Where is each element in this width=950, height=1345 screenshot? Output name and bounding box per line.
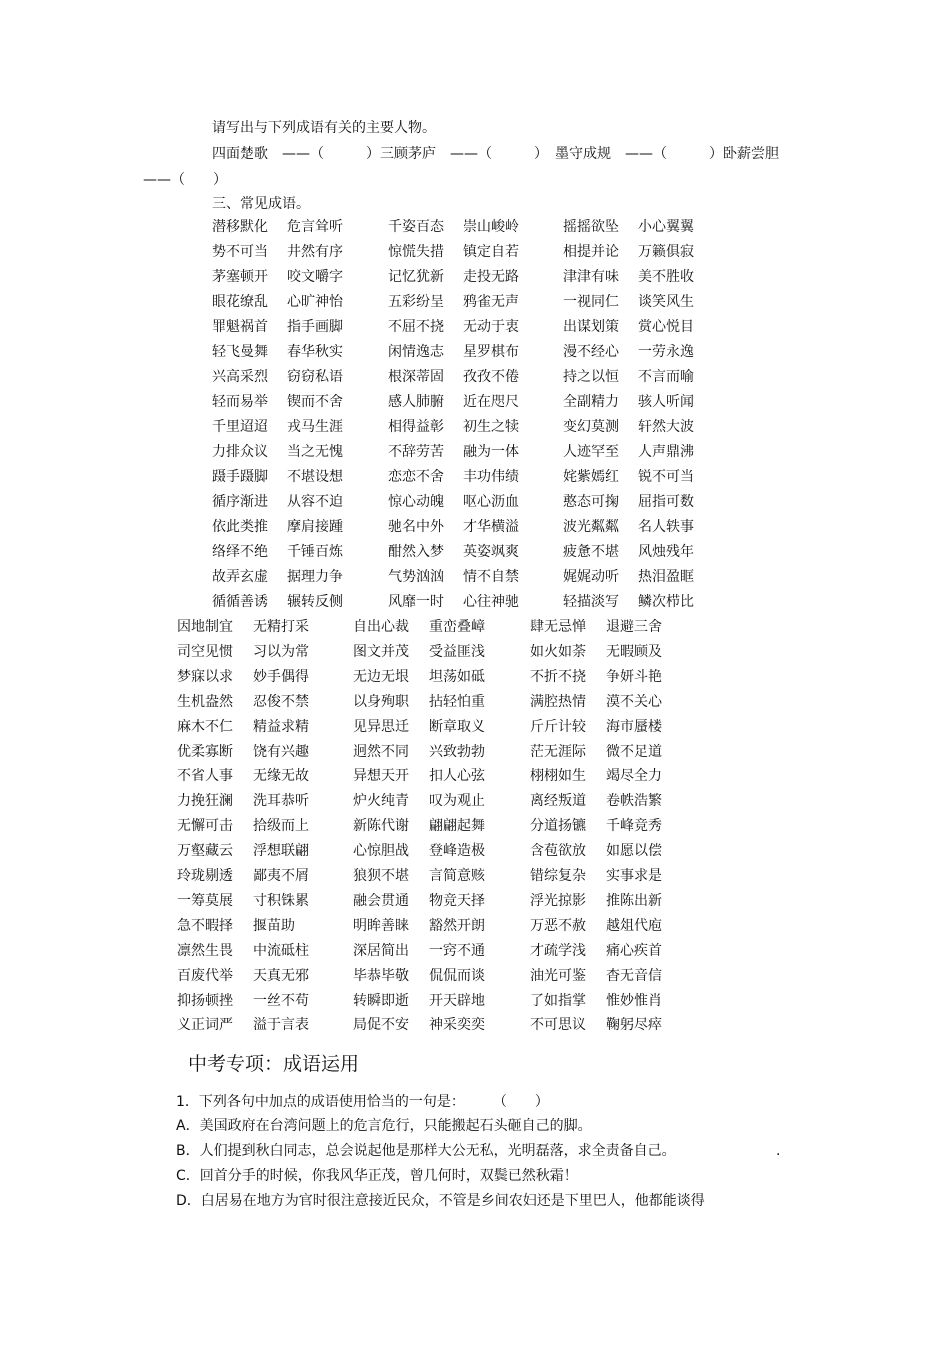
idiom-cell: 循序渐进	[212, 494, 268, 510]
idiom-row	[0, 217, 950, 237]
idiom-cell: 退避三舍	[606, 619, 662, 635]
idiom-cell: 蹑手蹑脚	[212, 469, 268, 485]
idiom-row	[0, 841, 950, 861]
idiom-row	[0, 317, 950, 337]
idiom-cell: 锲而不舍	[287, 394, 343, 410]
idiom-cell: 锐不可当	[638, 469, 694, 485]
idiom-row	[0, 567, 950, 587]
idiom-cell: 浮光掠影	[530, 892, 586, 909]
idiom-row	[0, 467, 950, 487]
idiom-cell: 毕恭毕敬	[353, 967, 409, 984]
idiom-cell: 不可思议	[530, 1017, 586, 1034]
idiom-row	[0, 517, 950, 537]
idiom-cell: 出谋划策	[563, 319, 619, 335]
idiom-cell: 窃窃私语	[287, 369, 343, 385]
idiom-cell: 驰名中外	[388, 519, 444, 535]
idiom-cell: 一丝不苟	[253, 992, 309, 1009]
idiom-cell: 茫无涯际	[530, 743, 586, 760]
idiom-cell: 拈轻怕重	[429, 693, 485, 710]
idiom-cell: 轻而易举	[212, 394, 268, 410]
idiom-cell: 一筹莫展	[177, 892, 233, 909]
idiom-cell: 千姿百态	[388, 219, 444, 235]
idiom-cell: 不省人事	[177, 768, 233, 785]
question-1: 1．下列各句中加点的成语使用恰当的一句是： （ ）	[176, 1094, 549, 1110]
idiom-cell: 心惊胆战	[353, 843, 409, 860]
idiom-cell: 万恶不赦	[530, 917, 586, 934]
idiom-cell: 变幻莫测	[563, 419, 619, 435]
idiom-cell: 坦荡如砥	[429, 668, 485, 685]
idiom-cell: 漠不关心	[606, 693, 662, 710]
idiom-cell: 千里迢迢	[212, 419, 268, 435]
option-d: D．白居易在地方为官时很注意接近民众，不管是乡间农妇还是下里巴人，他都能谈得	[176, 1193, 705, 1209]
idiom-cell: 潜移默化	[212, 219, 268, 235]
idiom-cell: 力排众议	[212, 444, 268, 460]
idiom-cell: 惊慌失措	[388, 244, 444, 260]
idiom-cell: 英姿飒爽	[463, 544, 519, 560]
idiom-cell: 微不足道	[606, 743, 662, 760]
idiom-row	[0, 692, 950, 712]
idiom-cell: 急不暇择	[177, 917, 233, 934]
idiom-cell: 兴致勃勃	[429, 743, 485, 760]
idiom-row	[0, 267, 950, 287]
idiom-cell: 据理力争	[287, 569, 343, 585]
instruction-text: 请写出与下列成语有关的主要人物。	[212, 120, 436, 136]
idiom-cell: 呕心沥血	[463, 494, 519, 510]
idiom-cell: 指手画脚	[287, 319, 343, 335]
idiom-cell: 轻描淡写	[563, 594, 619, 610]
idiom-cell: 心旷神怡	[287, 294, 343, 310]
idiom-row	[0, 342, 950, 362]
idiom-cell: 神采奕奕	[429, 1017, 485, 1034]
idiom-cell: 抑扬顿挫	[177, 992, 233, 1009]
idiom-cell: 谈笑风生	[638, 294, 694, 310]
idiom-cell: 镇定自若	[463, 244, 519, 260]
idiom-cell: 星罗棋布	[463, 344, 519, 360]
idiom-cell: 漫不经心	[563, 344, 619, 360]
idiom-cell: 罪魁祸首	[212, 319, 268, 335]
idiom-cell: 新陈代谢	[353, 818, 409, 835]
idiom-cell: 姹紫嫣红	[563, 469, 619, 485]
idiom-cell: 走投无路	[463, 269, 519, 285]
idiom-cell: 相得益彰	[388, 419, 444, 435]
idiom-cell: 轻飞曼舞	[212, 344, 268, 360]
idiom-cell: 闲情逸志	[388, 344, 444, 360]
idiom-cell: 受益匪浅	[429, 643, 485, 660]
idiom-cell: 名人轶事	[638, 519, 694, 535]
idiom-cell: 骇人听闻	[638, 394, 694, 410]
idiom-row	[0, 667, 950, 687]
idiom-cell: 茅塞顿开	[212, 269, 268, 285]
idiom-cell: 波光粼粼	[563, 519, 619, 535]
idiom-cell: 融会贯通	[353, 892, 409, 909]
idiom-cell: 深居简出	[353, 942, 409, 959]
idiom-cell: 错综复杂	[530, 868, 586, 884]
idiom-cell: 无动于衷	[463, 319, 519, 335]
idiom-cell: 以身殉职	[353, 693, 409, 710]
idiom-cell: 痛心疾首	[606, 942, 662, 959]
idiom-row	[0, 791, 950, 811]
idiom-cell: 一视同仁	[563, 294, 619, 310]
idiom-cell: 如愿以偿	[606, 843, 662, 860]
idiom-row	[0, 916, 950, 936]
idiom-cell: 络绎不绝	[212, 544, 268, 560]
idiom-cell: 转瞬即逝	[353, 992, 409, 1009]
idiom-cell: 玲珑剔透	[177, 868, 233, 884]
idiom-cell: 丰功伟绩	[463, 469, 519, 485]
idiom-cell: 娓娓动听	[563, 569, 619, 585]
idiom-cell: 惊心动魄	[388, 494, 444, 510]
idiom-cell: 忍俊不禁	[253, 693, 309, 710]
idiom-cell: 才华横溢	[463, 519, 519, 535]
idiom-cell: 油光可鉴	[530, 967, 586, 984]
option-b: B．人们提到秋白同志，总会说起他是那样大公无私，光明磊落，求全责备自己。	[176, 1143, 676, 1159]
idiom-cell: 局促不安	[353, 1017, 409, 1034]
idiom-cell: 翩翩起舞	[429, 818, 485, 835]
idiom-cell: 离经叛道	[530, 793, 586, 810]
idiom-cell: 持之以恒	[563, 369, 619, 385]
idiom-cell: 生机盎然	[177, 693, 233, 710]
idiom-cell: 千峰竞秀	[606, 818, 662, 835]
idiom-cell: 不堪设想	[287, 469, 343, 485]
idiom-cell: 危言耸听	[287, 219, 343, 235]
idiom-cell: 五彩纷呈	[388, 294, 444, 310]
idiom-cell: 人声鼎沸	[638, 444, 694, 460]
idiom-cell: 风烛残年	[638, 544, 694, 560]
idiom-cell: 根深蒂固	[388, 369, 444, 385]
idiom-cell: 势不可当	[212, 244, 268, 260]
idiom-row	[0, 442, 950, 462]
idiom-cell: 感人肺腑	[388, 394, 444, 410]
idiom-cell: 含苞欲放	[530, 843, 586, 860]
idiom-cell: 从容不迫	[287, 494, 343, 510]
idiom-cell: 明眸善睐	[353, 917, 409, 934]
idiom-cell: 美不胜收	[638, 269, 694, 285]
idiom-cell: 凛然生畏	[177, 942, 233, 959]
idiom-cell: 咬文嚼字	[287, 269, 343, 285]
idiom-cell: 妙手偶得	[253, 668, 309, 685]
idiom-cell: 实事求是	[606, 868, 662, 884]
idiom-cell: 无精打采	[253, 619, 309, 635]
idiom-row	[0, 292, 950, 312]
idiom-row	[0, 642, 950, 662]
idiom-cell: 鸦雀无声	[463, 294, 519, 310]
idiom-cell: 无边无垠	[353, 668, 409, 685]
idiom-cell: 疲惫不堪	[563, 544, 619, 560]
idiom-cell: 津津有味	[563, 269, 619, 285]
idiom-cell: 卷帙浩繁	[606, 793, 662, 810]
idiom-cell: 轩然大波	[638, 419, 694, 435]
idiom-cell: 万籁俱寂	[638, 244, 694, 260]
idiom-cell: 千锤百炼	[287, 544, 343, 560]
idiom-cell: 鄙夷不屑	[253, 868, 309, 884]
idiom-cell: 揠苗助	[253, 917, 295, 934]
option-a: A．美国政府在台湾问题上的危言危行，只能搬起石头砸自己的脚。	[176, 1118, 592, 1134]
stray-dot: .	[776, 1143, 781, 1159]
fill-in-line-1: 四面楚歌 ——（ ）三顾茅庐 ——（ ） 墨守成规 ——（ ）卧薪尝胆	[212, 146, 779, 162]
idiom-cell: 断章取义	[429, 718, 485, 735]
idiom-cell: 物竞天择	[429, 892, 485, 909]
idiom-cell: 义正词严	[177, 1017, 233, 1034]
idiom-cell: 麻木不仁	[177, 718, 233, 735]
idiom-cell: 赏心悦目	[638, 319, 694, 335]
idiom-cell: 如火如荼	[530, 643, 586, 660]
idiom-cell: 初生之犊	[463, 419, 519, 435]
idiom-row	[0, 542, 950, 562]
idiom-cell: 人迹罕至	[563, 444, 619, 460]
idiom-cell: 无缘无故	[253, 768, 309, 785]
idiom-cell: 惟妙惟肖	[606, 992, 662, 1009]
idiom-row	[0, 866, 950, 886]
idiom-cell: 扣人心弦	[429, 768, 485, 785]
idiom-cell: 竭尽全力	[606, 768, 662, 785]
idiom-row	[0, 966, 950, 986]
idiom-cell: 才疏学浅	[530, 942, 586, 959]
idiom-cell: 鞠躬尽瘁	[606, 1017, 662, 1034]
idiom-cell: 摩肩接踵	[287, 519, 343, 535]
idiom-row	[0, 492, 950, 512]
idiom-cell: 小心翼翼	[638, 219, 694, 235]
section-heading: 中考专项：成语运用	[188, 1053, 360, 1075]
idiom-cell: 寸积铢累	[253, 892, 309, 909]
section-title: 三、常见成语。	[212, 196, 310, 212]
idiom-cell: 满腔热情	[530, 693, 586, 710]
idiom-cell: 戎马生涯	[287, 419, 343, 435]
idiom-cell: 登峰造极	[429, 843, 485, 860]
idiom-cell: 肆无忌惮	[530, 619, 586, 635]
idiom-cell: 浮想联翩	[253, 843, 309, 860]
idiom-cell: 司空见惯	[177, 643, 233, 660]
idiom-row	[0, 941, 950, 961]
idiom-row	[0, 1015, 950, 1035]
idiom-cell: 气势汹汹	[388, 569, 444, 585]
option-c: C．回首分手的时候，你我风华正茂，曾几何时，双鬓已然秋霜！	[176, 1168, 578, 1184]
idiom-cell: 图文并茂	[353, 643, 409, 660]
idiom-row	[0, 891, 950, 911]
idiom-cell: 炉火纯青	[353, 793, 409, 810]
idiom-cell: 崇山峻岭	[463, 219, 519, 235]
idiom-cell: 天真无邪	[253, 967, 309, 984]
idiom-cell: 无暇顾及	[606, 643, 662, 660]
idiom-row	[0, 617, 950, 637]
idiom-cell: 情不自禁	[463, 569, 519, 585]
fill-in-line-2: ——（ ）	[143, 172, 227, 188]
idiom-cell: 拾级而上	[253, 818, 309, 835]
idiom-row	[0, 417, 950, 437]
idiom-cell: 兴高采烈	[212, 369, 268, 385]
idiom-cell: 狼狈不堪	[353, 868, 409, 884]
idiom-cell: 循循善诱	[212, 594, 268, 610]
idiom-cell: 风靡一时	[388, 594, 444, 610]
idiom-cell: 心往神驰	[463, 594, 519, 610]
idiom-cell: 恋恋不舍	[388, 469, 444, 485]
idiom-cell: 海市蜃楼	[606, 718, 662, 735]
idiom-cell: 迥然不同	[353, 743, 409, 760]
idiom-cell: 言简意赅	[429, 868, 485, 884]
idiom-cell: 相提并论	[563, 244, 619, 260]
idiom-cell: 溢于言表	[253, 1017, 309, 1034]
idiom-cell: 洗耳恭听	[253, 793, 309, 810]
idiom-cell: 依此类推	[212, 519, 268, 535]
idiom-cell: 全副精力	[563, 394, 619, 410]
idiom-cell: 争妍斗艳	[606, 668, 662, 685]
idiom-cell: 侃侃而谈	[429, 967, 485, 984]
idiom-row	[0, 717, 950, 737]
idiom-cell: 见异思迁	[353, 718, 409, 735]
idiom-row	[0, 742, 950, 762]
idiom-cell: 春华秋实	[287, 344, 343, 360]
idiom-cell: 力挽狂澜	[177, 793, 233, 810]
idiom-row	[0, 392, 950, 412]
idiom-cell: 鳞次栉比	[638, 594, 694, 610]
idiom-cell: 不折不挠	[530, 668, 586, 685]
idiom-cell: 百废代举	[177, 967, 233, 984]
idiom-cell: 栩栩如生	[530, 768, 586, 785]
idiom-cell: 饶有兴趣	[253, 743, 309, 760]
idiom-cell: 豁然开朗	[429, 917, 485, 934]
idiom-cell: 叹为观止	[429, 793, 485, 810]
idiom-cell: 不屈不挠	[388, 319, 444, 335]
idiom-cell: 孜孜不倦	[463, 369, 519, 385]
idiom-row	[0, 592, 950, 612]
idiom-row	[0, 367, 950, 387]
idiom-cell: 分道扬镳	[530, 818, 586, 835]
idiom-cell: 不言而喻	[638, 369, 694, 385]
idiom-cell: 憨态可掬	[563, 494, 619, 510]
idiom-cell: 因地制宜	[177, 619, 233, 635]
idiom-cell: 辗转反侧	[287, 594, 343, 610]
idiom-cell: 无懈可击	[177, 818, 233, 835]
idiom-cell: 自出心裁	[353, 619, 409, 635]
idiom-cell: 精益求精	[253, 718, 309, 735]
idiom-cell: 中流砥柱	[253, 942, 309, 959]
idiom-cell: 记忆犹新	[388, 269, 444, 285]
idiom-cell: 越俎代庖	[606, 917, 662, 934]
idiom-cell: 优柔寡断	[177, 743, 233, 760]
idiom-cell: 摇摇欲坠	[563, 219, 619, 235]
idiom-cell: 一窍不通	[429, 942, 485, 959]
idiom-row	[0, 766, 950, 786]
idiom-cell: 斤斤计较	[530, 718, 586, 735]
idiom-cell: 梦寐以求	[177, 668, 233, 685]
idiom-cell: 了如指掌	[530, 992, 586, 1009]
idiom-cell: 开天辟地	[429, 992, 485, 1009]
idiom-row	[0, 816, 950, 836]
idiom-cell: 一劳永逸	[638, 344, 694, 360]
idiom-cell: 眼花缭乱	[212, 294, 268, 310]
idiom-row	[0, 242, 950, 262]
idiom-row	[0, 991, 950, 1011]
idiom-cell: 热泪盈眶	[638, 569, 694, 585]
idiom-cell: 万壑藏云	[177, 843, 233, 860]
idiom-cell: 重峦叠嶂	[429, 619, 485, 635]
idiom-cell: 故弄玄虚	[212, 569, 268, 585]
idiom-cell: 酣然入梦	[388, 544, 444, 560]
idiom-cell: 融为一体	[463, 444, 519, 460]
idiom-cell: 不辞劳苦	[388, 444, 444, 460]
idiom-cell: 屈指可数	[638, 494, 694, 510]
idiom-cell: 井然有序	[287, 244, 343, 260]
idiom-cell: 异想天开	[353, 768, 409, 785]
idiom-cell: 杳无音信	[606, 967, 662, 984]
idiom-cell: 习以为常	[253, 643, 309, 660]
idiom-cell: 当之无愧	[287, 444, 343, 460]
idiom-cell: 推陈出新	[606, 892, 662, 909]
idiom-cell: 近在咫尺	[463, 394, 519, 410]
